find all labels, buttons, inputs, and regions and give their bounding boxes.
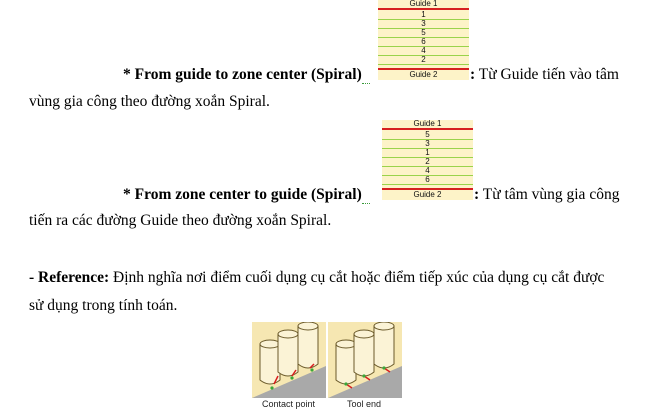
pass-number: 1 bbox=[425, 148, 430, 157]
pass-number: 4 bbox=[421, 46, 426, 55]
pass-line bbox=[378, 64, 469, 65]
reference-text: Định nghĩa nơi điểm cuối dụng cụ cắt hoặc điểm tiếp xúc của dụng cụ cắt được bbox=[109, 269, 605, 286]
guide-1-label: Guide 1 bbox=[409, 0, 438, 8]
spell-underline bbox=[362, 79, 370, 84]
spiral-in-continuation: vùng gia công theo đường xoắn Spiral. bbox=[29, 93, 270, 110]
pass-number: 2 bbox=[421, 55, 426, 64]
guide-2-label: Guide 2 bbox=[409, 70, 438, 79]
spiral-in-line bbox=[123, 66, 370, 84]
pass-number: 6 bbox=[425, 175, 430, 184]
tool-reference-figure bbox=[252, 322, 402, 398]
guide-1-label: Guide 1 bbox=[413, 119, 442, 128]
caption-contact-point: Contact point bbox=[262, 399, 316, 409]
spiral-out-suffix-text: Từ tâm vùng gia công bbox=[479, 186, 620, 203]
reference-label: - Reference: bbox=[29, 269, 110, 286]
pass-number: 3 bbox=[425, 139, 430, 148]
spell-underline bbox=[362, 199, 370, 204]
pass-number: 5 bbox=[425, 130, 430, 139]
guide-diagram-spiral-out bbox=[382, 120, 473, 200]
contact-point-panel bbox=[252, 322, 326, 398]
guide-diagram-spiral-in bbox=[378, 0, 469, 80]
colon-bold: : bbox=[474, 186, 480, 203]
pass-line bbox=[382, 184, 473, 185]
reference-continuation: sử dụng trong tính toán. bbox=[29, 297, 178, 314]
pass-number: 3 bbox=[421, 19, 426, 28]
pass-number: 5 bbox=[421, 28, 426, 37]
spiral-in-suffix bbox=[470, 66, 629, 84]
pass-number: 1 bbox=[421, 10, 426, 19]
spiral-out-line bbox=[123, 186, 370, 204]
spiral-in-label: * From guide to zone center (Spiral) bbox=[123, 66, 362, 83]
tool-end-panel bbox=[328, 322, 402, 398]
pass-number: 6 bbox=[421, 37, 426, 46]
spiral-in-suffix-text: Từ Guide tiến vào tâm bbox=[475, 66, 619, 83]
guide-2-label: Guide 2 bbox=[413, 190, 442, 199]
spiral-out-suffix bbox=[474, 186, 629, 204]
spiral-out-label: * From zone center to guide (Spiral) bbox=[123, 186, 362, 203]
colon-bold: : bbox=[470, 66, 476, 83]
spiral-out-continuation: tiến ra các đường Guide theo đường xoắn Spiral. bbox=[29, 212, 332, 229]
pass-number: 4 bbox=[425, 166, 430, 175]
pass-number: 2 bbox=[425, 157, 430, 166]
caption-tool-end: Tool end bbox=[347, 399, 382, 409]
reference-line bbox=[29, 269, 604, 287]
